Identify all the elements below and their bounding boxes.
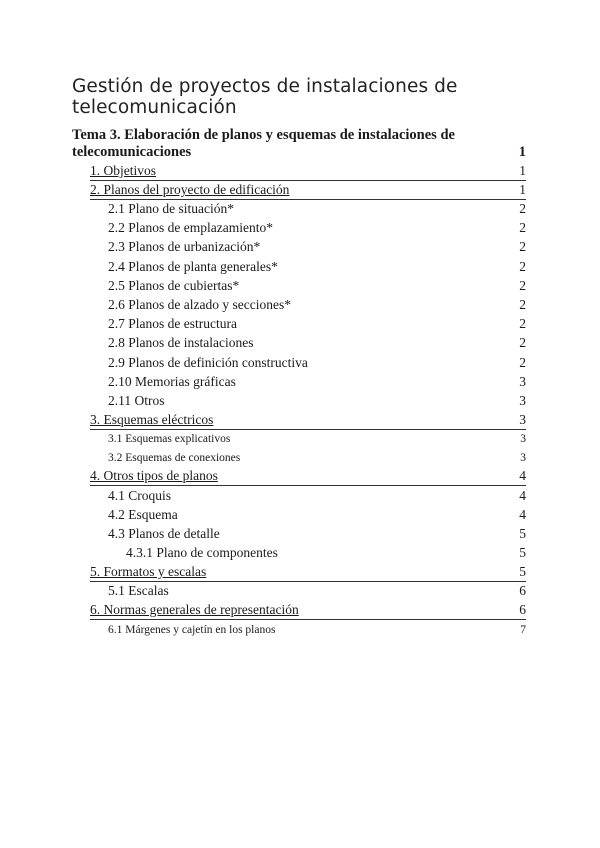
toc-entry-plano-situacion[interactable]: [108, 200, 526, 218]
toc-entry-planos-planta[interactable]: [108, 258, 526, 276]
toc-entry-planos-estructura[interactable]: [108, 315, 526, 333]
toc-entry-page: 2: [519, 259, 526, 274]
toc-entry-label: 4. Otros tipos de planos: [90, 468, 218, 483]
toc-heading-line1: Tema 3. Elaboración de planos y esquemas de instalaciones de: [72, 127, 455, 143]
toc-entry-otros[interactable]: [108, 392, 526, 410]
toc-entry-formatos-escalas[interactable]: [90, 563, 526, 582]
toc-entry-page: 2: [519, 278, 526, 293]
toc-entry-esquemas-electricos[interactable]: [90, 411, 526, 430]
toc-entry-page: 4: [519, 488, 526, 503]
toc-entry-page: 3: [520, 452, 526, 464]
toc-entry-label: 2.2 Planos de emplazamiento*: [108, 220, 273, 235]
toc-entry-page: 1: [519, 163, 526, 178]
toc-entry-page: 3: [519, 393, 526, 408]
toc-entry-page: 2: [519, 239, 526, 254]
toc-entry-label: 2.1 Plano de situación*: [108, 201, 234, 216]
toc-entry-memorias-graficas[interactable]: [108, 373, 526, 391]
toc-entry-esquemas-explicativos[interactable]: [108, 430, 526, 448]
toc-entry-margenes-cajetin[interactable]: [108, 621, 526, 639]
toc-entry-label: 2.10 Memorias gráficas: [108, 374, 236, 389]
toc-entry-label: 4.1 Croquis: [108, 488, 172, 503]
toc-heading[interactable]: [72, 127, 528, 161]
toc-entry-planos-definicion[interactable]: [108, 354, 526, 372]
toc-entry-page: 2: [519, 297, 526, 312]
toc-entry-label: 2.4 Planos de planta generales*: [108, 259, 278, 274]
toc-entry-page: 5: [519, 564, 526, 579]
document-title: Gestión de proyectos de instalaciones de telecomunicación: [72, 76, 458, 118]
toc-entry-label: 3.1 Esquemas explicativos: [108, 433, 231, 445]
toc-entry-page: 5: [519, 526, 526, 541]
toc-entry-label: 3. Esquemas eléctricos: [90, 412, 214, 427]
toc-entry-page: 4: [519, 468, 526, 483]
toc-entry-page: 2: [519, 201, 526, 216]
toc-entry-escalas[interactable]: [108, 582, 526, 600]
toc-entry-page: 3: [519, 374, 526, 389]
toc-entry-planos-detalle[interactable]: [108, 525, 526, 543]
toc-entry-label: 6.1 Márgenes y cajetín en los planos: [108, 624, 276, 636]
toc-entry-otros-tipos-planos[interactable]: [90, 467, 526, 486]
toc-entry-label: 5.1 Escalas: [108, 583, 169, 598]
toc-entry-planos-emplazamiento[interactable]: [108, 219, 526, 237]
toc-entry-label: 5. Formatos y escalas: [90, 564, 207, 579]
toc-entry-page: 6: [519, 602, 526, 617]
toc-entry-label: 2.9 Planos de definición constructiva: [108, 355, 308, 370]
toc-entry-esquemas-conexiones[interactable]: [108, 449, 526, 467]
toc-heading-line2: telecomunicaciones: [72, 144, 192, 160]
toc-entry-page: 5: [519, 545, 526, 560]
toc-entry-page: 3: [520, 433, 526, 445]
toc-entry-page: 2: [519, 355, 526, 370]
toc-entry-page: 3: [519, 412, 526, 427]
toc-entry-label: 3.2 Esquemas de conexiones: [108, 452, 241, 464]
toc-entry-page: 2: [519, 335, 526, 350]
toc-entry-planos-urbanizacion[interactable]: [108, 238, 526, 256]
toc-entry-planos-cubiertas[interactable]: [108, 277, 526, 295]
toc-entry-label: 2.3 Planos de urbanización*: [108, 239, 261, 254]
toc-entry-label: 1. Objetivos: [90, 163, 156, 178]
toc-entry-plano-componentes[interactable]: [126, 544, 526, 562]
toc-entry-label: 2.8 Planos de instalaciones: [108, 335, 254, 350]
toc-entry-label: 2.11 Otros: [108, 393, 165, 408]
toc-entry-objetivos[interactable]: [90, 162, 526, 181]
toc-entry-planos-edificacion[interactable]: [90, 181, 526, 200]
toc-entry-label: 2.5 Planos de cubiertas*: [108, 278, 240, 293]
toc-entry-label: 2.6 Planos de alzado y secciones*: [108, 297, 291, 312]
toc-entry-page: 6: [519, 583, 526, 598]
toc-entry-page: 7: [520, 624, 526, 636]
toc-entry-page: 2: [519, 220, 526, 235]
toc-entry-label: 6. Normas generales de representación: [90, 602, 299, 617]
toc-entry-page: 1: [519, 182, 526, 197]
toc-entry-esquema[interactable]: [108, 506, 526, 524]
toc-entry-label: 2. Planos del proyecto de edificación: [90, 182, 290, 197]
toc-entry-label: 4.3 Planos de detalle: [108, 526, 220, 541]
toc-entry-page: 4: [519, 507, 526, 522]
toc-entry-croquis[interactable]: [108, 487, 526, 505]
toc-entry-label: 2.7 Planos de estructura: [108, 316, 237, 331]
toc-entry-planos-alzado[interactable]: [108, 296, 526, 314]
toc-entry-label: 4.2 Esquema: [108, 507, 178, 522]
toc-entry-page: 2: [519, 316, 526, 331]
toc-heading-page: 1: [518, 144, 526, 160]
toc-entry-planos-instalaciones[interactable]: [108, 334, 526, 352]
toc-entry-label: 4.3.1 Plano de componentes: [126, 545, 278, 560]
toc-entry-normas-generales[interactable]: [90, 601, 526, 620]
